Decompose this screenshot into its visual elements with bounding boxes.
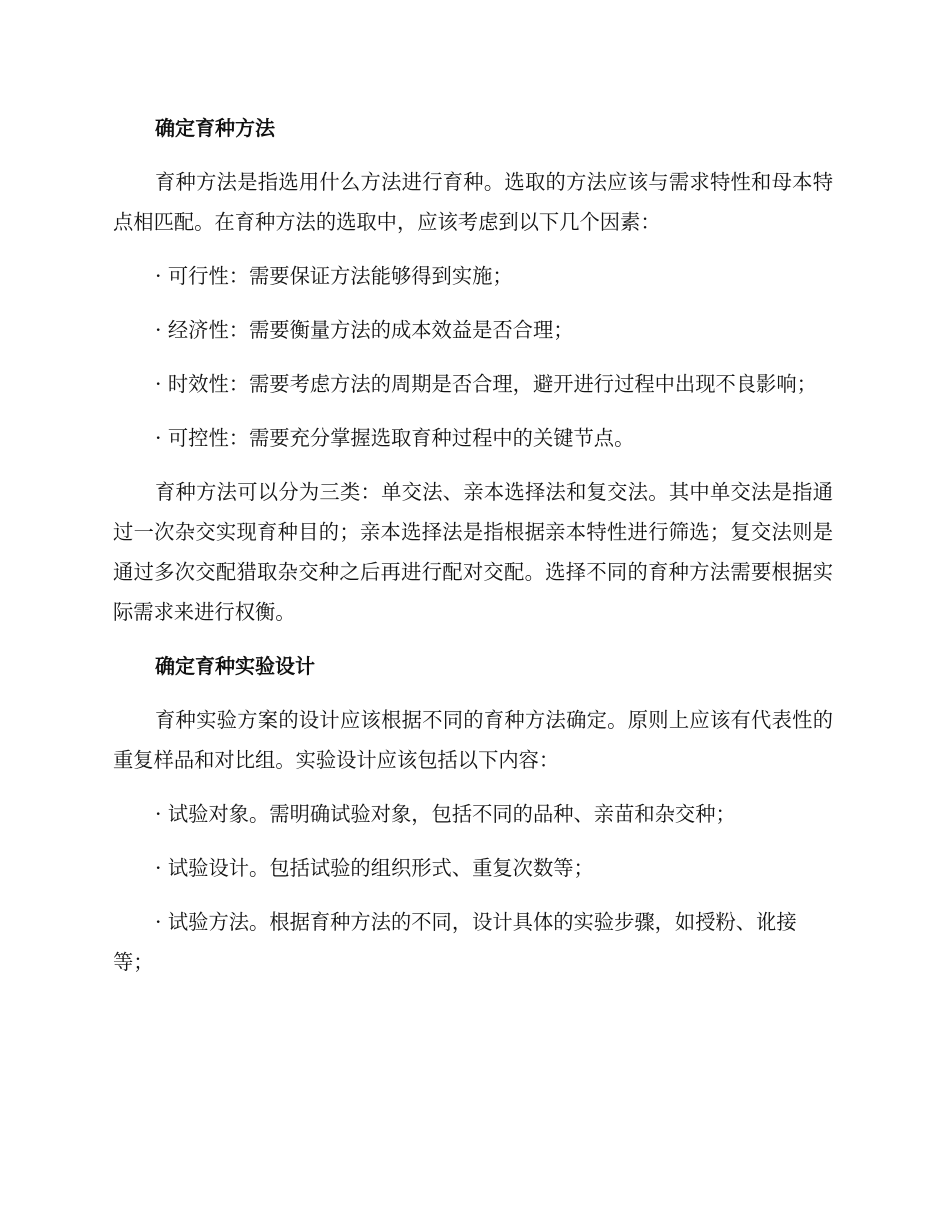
section-heading-breeding-method: 确定育种方法 [155, 116, 275, 140]
bullet-test-method: · 试验方法。根据育种方法的不同，设计具体的实验步骤，如授粉、讹接等； [113, 910, 797, 974]
bullet-controllability: · 可控性：需要充分掌握选取育种过程中的关键节点。 [155, 426, 635, 450]
bullet-timeliness: · 时效性：需要考虑方法的周期是否合理，避开进行过程中出现不良影响； [155, 372, 817, 396]
paragraph-breeding-method-intro: 育种方法是指选用什么方法进行育种。选取的方法应该与需求特性和母本特点相匹配。在育种方法的选取中，应该考虑到以下几个因素： [113, 170, 833, 234]
bullet-feasibility: · 可行性：需要保证方法能够得到实施； [155, 264, 513, 288]
document-body [113, 108, 833, 996]
paragraph-breeding-method-types: 育种方法可以分为三类：单交法、亲本选择法和复交法。其中单交法是指通过一次杂交实现育种目的；亲本选择法是指根据亲本特性进行筛选；复交法则是通过多次交配猎取杂交种之后再进行配对交配。选择不同的育种方法需要根据实际需求来进行权衡。 [113, 480, 833, 624]
bullet-economy: · 经济性：需要衡量方法的成本效益是否合理； [155, 318, 574, 342]
bullet-test-design: · 试验设计。包括试验的组织形式、重复次数等； [155, 856, 594, 880]
section-heading-experiment-design: 确定育种实验设计 [155, 654, 315, 678]
bullet-test-subject: · 试验对象。需明确试验对象，包括不同的品种、亲苗和杂交种； [155, 802, 736, 826]
paragraph-experiment-design-intro: 育种实验方案的设计应该根据不同的育种方法确定。原则上应该有代表性的重复样品和对比组。实验设计应该包括以下内容： [113, 708, 833, 772]
